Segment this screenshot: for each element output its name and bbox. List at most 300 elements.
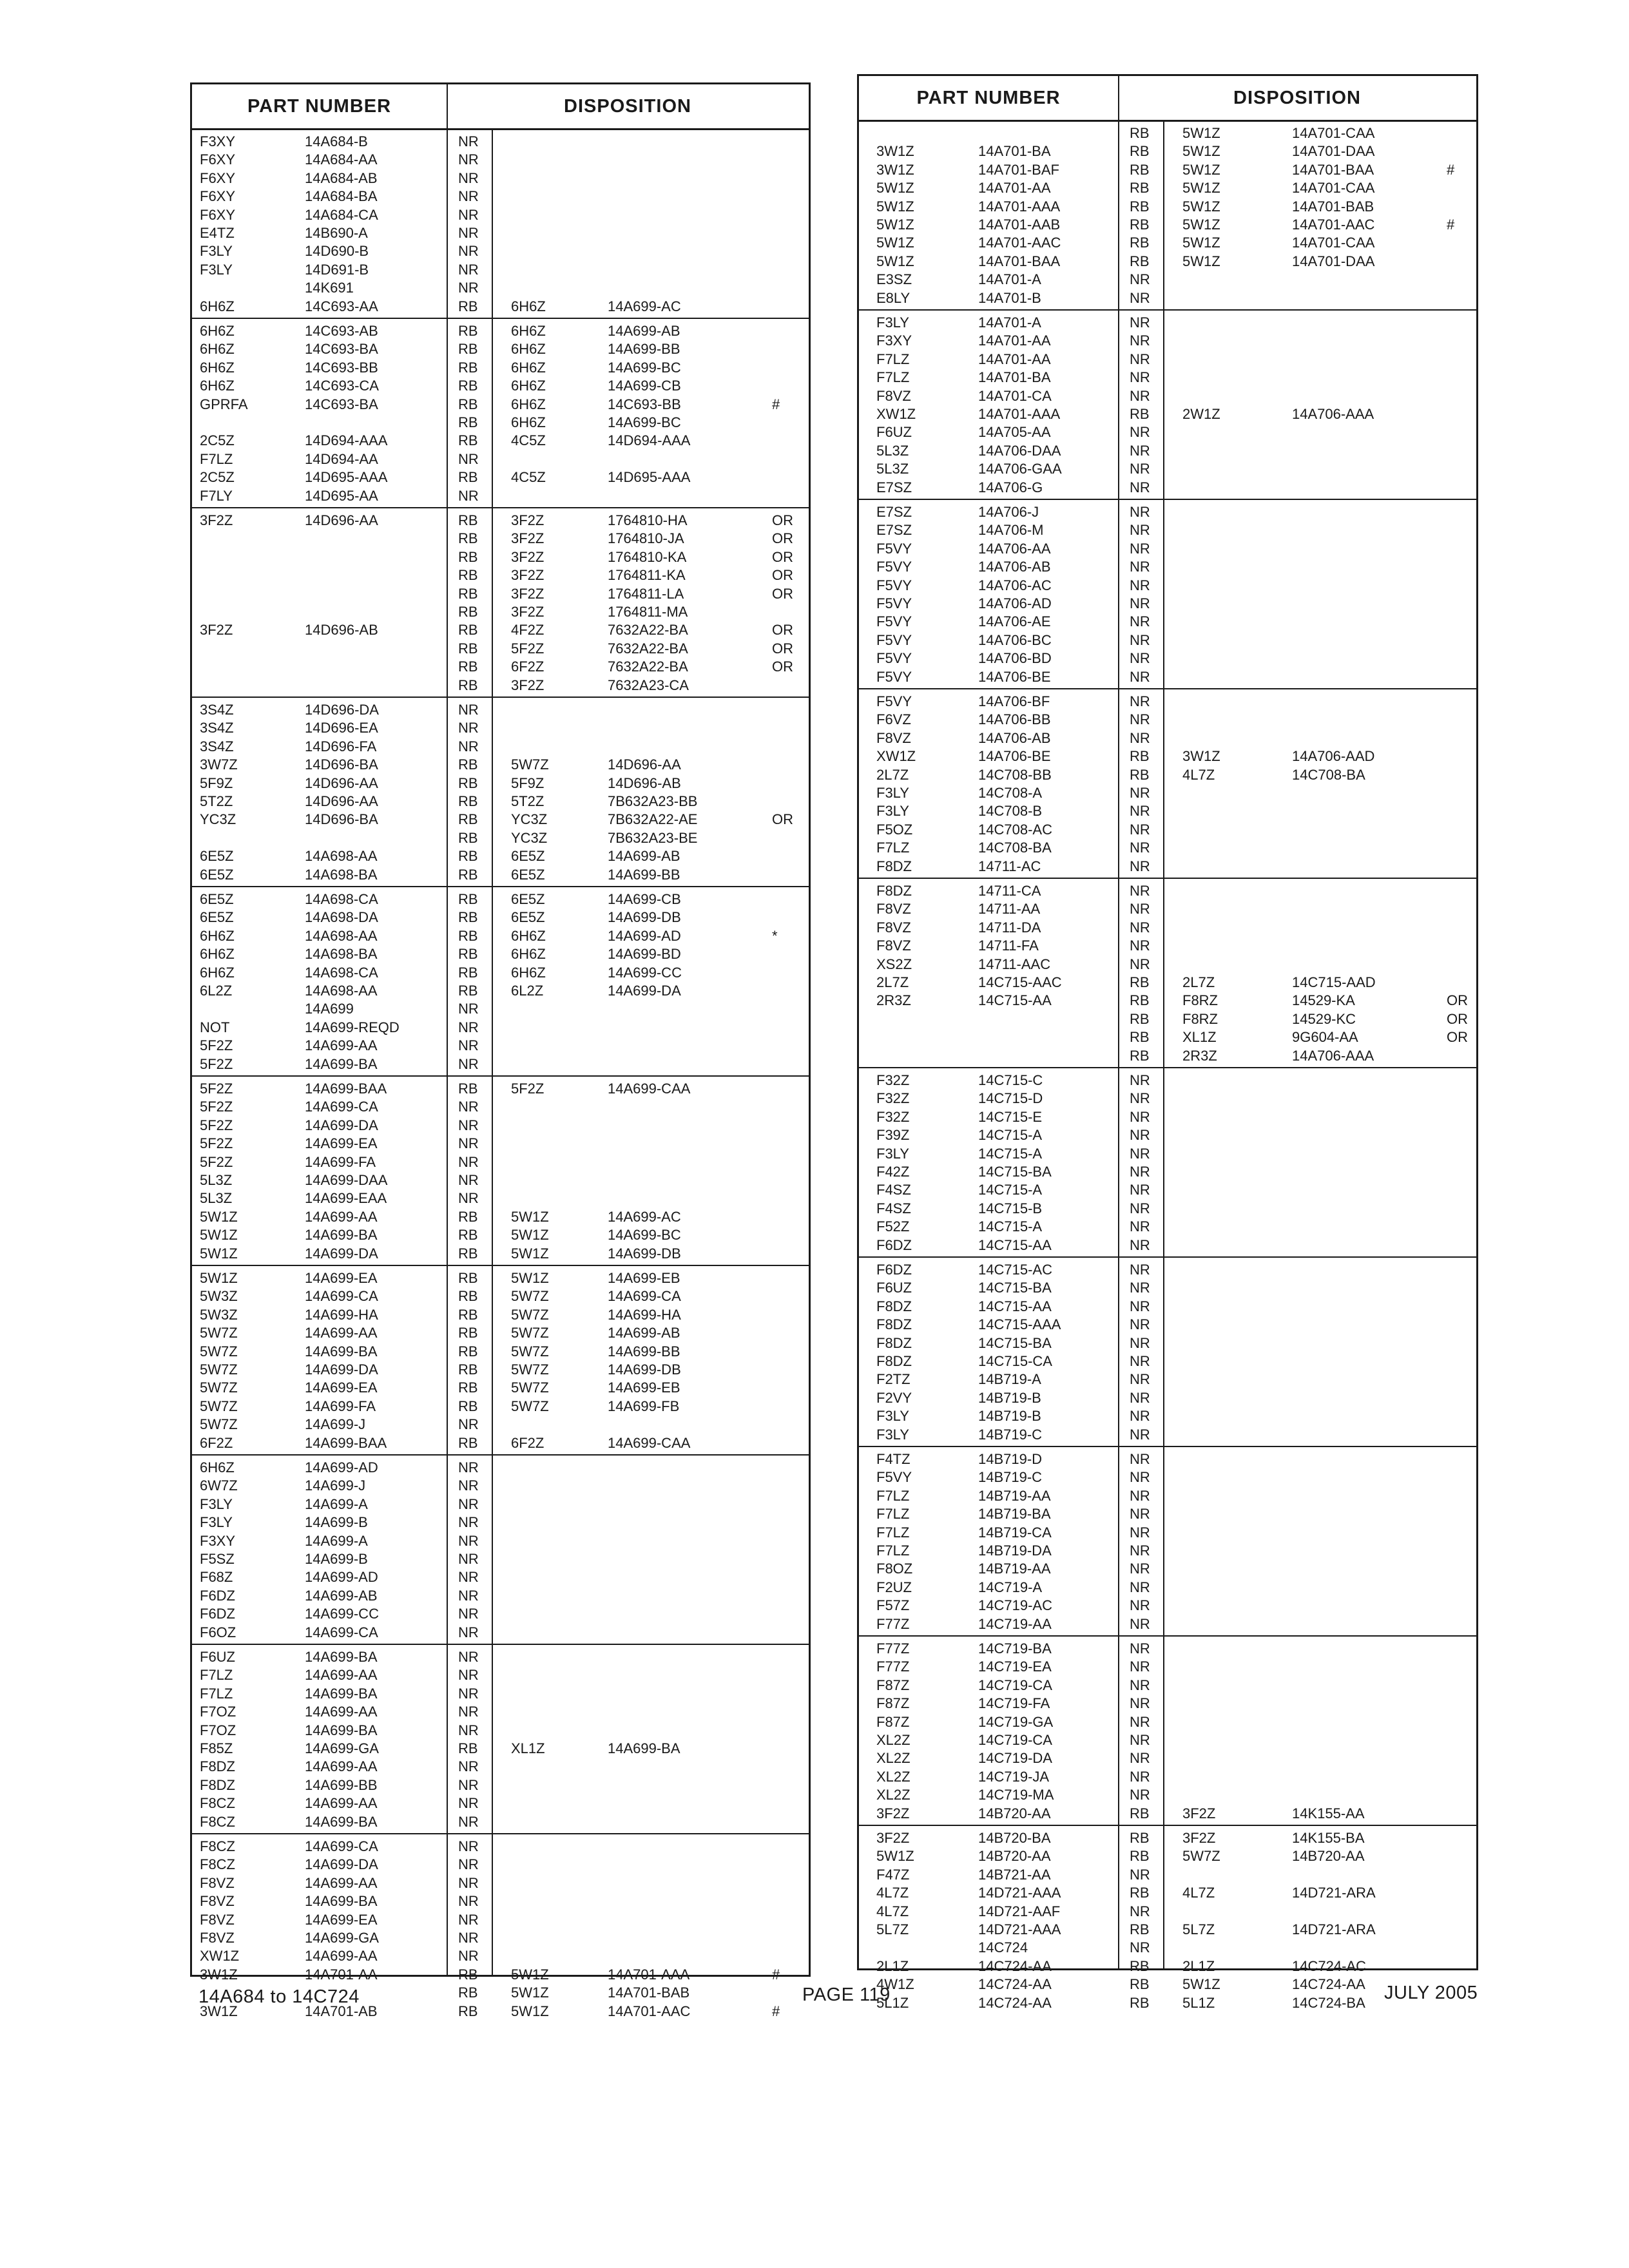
replacement-prefix: 6E5Z — [511, 891, 545, 907]
disposition-code: NR — [458, 243, 479, 260]
disposition-code: RB — [1130, 1010, 1150, 1027]
part-prefix: 5W7Z — [200, 1379, 238, 1396]
table-row — [192, 1912, 809, 1928]
part-prefix: F8DZ — [876, 1334, 912, 1351]
disposition-code: RB — [1130, 143, 1150, 160]
table-row — [859, 1298, 1476, 1314]
disposition-code: NR — [1130, 1542, 1150, 1559]
table-row — [859, 1885, 1476, 1901]
part-number: 14C715-CA — [978, 1353, 1052, 1369]
part-prefix: 6L2Z — [200, 983, 233, 999]
table-row — [192, 1117, 809, 1133]
part-number: 14C719-BA — [978, 1640, 1052, 1657]
part-number: 14D694-AA — [305, 450, 378, 467]
disposition-code: NR — [1130, 1316, 1150, 1333]
part-prefix: F7OZ — [200, 1722, 236, 1738]
disposition-code: RB — [458, 567, 478, 584]
replacement-prefix: 6H6Z — [511, 323, 546, 339]
table-row — [859, 919, 1476, 936]
disposition-code: NR — [458, 1135, 479, 1152]
part-number: 14C719-A — [978, 1579, 1043, 1595]
table-row — [192, 946, 809, 962]
note-mark: OR — [1447, 1010, 1468, 1027]
table-row — [859, 730, 1476, 746]
part-number: 14A699-DA — [305, 1117, 378, 1133]
part-prefix: F3LY — [876, 785, 909, 801]
table-row — [192, 1948, 809, 1964]
part-number: 14C693-CA — [305, 378, 379, 394]
table-row — [859, 1677, 1476, 1693]
disposition-code: RB — [458, 1966, 478, 1983]
part-prefix: F7LZ — [876, 840, 910, 856]
part-prefix: F87Z — [876, 1713, 910, 1730]
table-row — [192, 1154, 809, 1170]
part-prefix: F47Z — [876, 1866, 910, 1883]
table-row — [192, 262, 809, 278]
part-number: 14A701-AA — [978, 332, 1051, 349]
replacement-prefix: 5W7Z — [511, 1325, 549, 1341]
part-prefix: F6UZ — [200, 1649, 235, 1665]
part-number: 14D691-B — [305, 261, 369, 278]
part-prefix: F77Z — [876, 1615, 910, 1632]
disposition-code: NR — [1130, 1561, 1150, 1577]
disposition-code: NR — [1130, 785, 1150, 801]
part-prefix: F7LZ — [876, 369, 910, 386]
table-row — [192, 909, 809, 925]
part-number: 14A701-CA — [978, 387, 1052, 404]
disposition-code: NR — [1130, 1072, 1150, 1088]
part-number: 14A699-DA — [305, 1361, 378, 1378]
replacement-number: 14A699-AB — [608, 848, 680, 865]
replacement-number: 1764810-JA — [608, 530, 684, 547]
disposition-code: RB — [1130, 1921, 1150, 1937]
disposition-code: RB — [458, 359, 478, 376]
disposition-code: RB — [458, 677, 478, 693]
part-prefix: 4L7Z — [876, 1885, 909, 1901]
table-row — [859, 290, 1476, 306]
table-row — [859, 613, 1476, 629]
table-row — [192, 1056, 809, 1072]
replacement-number: 14A706-AAA — [1292, 1047, 1374, 1064]
table-row — [192, 1667, 809, 1683]
part-prefix: F6UZ — [876, 424, 912, 441]
replacement-number: 14A701-BAB — [1292, 198, 1374, 215]
replacement-number: 14A706-AAD — [1292, 748, 1375, 765]
replacement-prefix: 5W1Z — [511, 1245, 549, 1262]
table-row — [859, 1127, 1476, 1143]
part-number: 14A699-AD — [305, 1569, 378, 1586]
table-row — [859, 1750, 1476, 1766]
part-number: 14A699-BA — [305, 1893, 378, 1910]
part-number: 14A706-AC — [978, 577, 1052, 593]
note-mark: OR — [772, 530, 793, 547]
part-number: 14A698-BA — [305, 946, 378, 963]
part-prefix: YC3Z — [200, 811, 236, 828]
replacement-prefix: 5W1Z — [511, 1966, 549, 1983]
table-row — [859, 424, 1476, 440]
replacement-number: 14A699-CA — [608, 1288, 681, 1305]
part-prefix: 6E5Z — [200, 909, 234, 926]
part-number: 14A699 — [305, 1001, 354, 1017]
disposition-code: RB — [458, 378, 478, 394]
disposition-code: RB — [1130, 253, 1150, 269]
part-number-header: PART NUMBER — [859, 76, 1118, 122]
disposition-code: NR — [458, 1667, 479, 1684]
part-prefix: 6E5Z — [200, 848, 234, 865]
table-row — [859, 143, 1476, 159]
part-prefix: 5T2Z — [200, 793, 233, 809]
replacement-prefix: YC3Z — [511, 811, 548, 828]
table-row — [859, 1848, 1476, 1864]
table-row — [859, 351, 1476, 367]
replacement-prefix: 5L7Z — [1182, 1921, 1215, 1937]
replacement-prefix: 4L7Z — [1182, 766, 1215, 783]
disposition-code: NR — [458, 188, 479, 205]
disposition-code: RB — [1130, 1848, 1150, 1865]
part-prefix: 5W3Z — [200, 1288, 238, 1305]
table-row — [192, 848, 809, 864]
table-row — [192, 298, 809, 314]
part-number: 14711-CA — [978, 883, 1041, 899]
part-prefix: F4SZ — [876, 1200, 911, 1216]
disposition-code: RB — [458, 658, 478, 675]
part-number: 14A699-AA — [305, 1874, 378, 1891]
note-mark: OR — [772, 622, 793, 639]
part-number-header: PART NUMBER — [192, 84, 447, 130]
part-prefix: 6H6Z — [200, 964, 235, 981]
disposition-code: NR — [458, 1569, 479, 1586]
part-prefix: 5L1Z — [876, 1994, 909, 2011]
part-prefix: 4L7Z — [876, 1903, 909, 1919]
replacement-number: 14A699-AB — [608, 1325, 680, 1341]
table-row — [192, 1569, 809, 1585]
part-number: 14C693-AB — [305, 323, 378, 339]
table-row — [192, 604, 809, 620]
part-number: 14A699-J — [305, 1416, 366, 1433]
part-prefix: F57Z — [876, 1597, 910, 1614]
part-number: 14711-DA — [978, 919, 1041, 936]
part-prefix: F7LZ — [200, 450, 233, 467]
part-prefix: F42Z — [876, 1164, 910, 1180]
table-row — [859, 992, 1476, 1008]
part-prefix: 5W7Z — [200, 1343, 238, 1360]
part-number: 14C708-A — [978, 785, 1043, 801]
disposition-code: RB — [458, 512, 478, 528]
part-prefix: 3W1Z — [200, 2003, 238, 2019]
part-prefix: 5F2Z — [200, 1055, 233, 1072]
disposition-code: NR — [458, 487, 479, 504]
disposition-code: NR — [1130, 613, 1150, 630]
table-row — [859, 1072, 1476, 1088]
part-number: 14C715-A — [978, 1182, 1043, 1198]
table-row — [859, 314, 1476, 331]
part-prefix: F2VY — [876, 1389, 912, 1406]
table-row — [192, 1209, 809, 1225]
part-prefix: 5W7Z — [200, 1325, 238, 1341]
part-number: 14A699-A — [305, 1532, 368, 1549]
table-row — [192, 1856, 809, 1872]
part-prefix: F3LY — [876, 1408, 909, 1425]
note-mark: OR — [1447, 992, 1468, 1009]
part-number: 14A701-AAB — [978, 216, 1061, 233]
disposition-code: RB — [458, 298, 478, 314]
part-prefix: F4SZ — [876, 1182, 911, 1198]
replacement-prefix: 3W1Z — [1182, 748, 1220, 765]
table-row — [192, 1288, 809, 1304]
replacement-number: 14A699-AC — [608, 298, 681, 314]
table-row — [192, 341, 809, 357]
replacement-number: 14A699-BB — [608, 341, 680, 358]
disposition-code: RB — [458, 469, 478, 486]
disposition-code: RB — [1130, 1885, 1150, 1901]
disposition-code: RB — [458, 811, 478, 828]
table-row — [192, 1795, 809, 1811]
table-row — [192, 867, 809, 883]
disposition-code: NR — [1130, 1750, 1150, 1767]
part-prefix: F3LY — [200, 243, 233, 260]
replacement-number: 7632A23-CA — [608, 677, 689, 693]
disposition-code: NR — [1130, 1524, 1150, 1541]
part-prefix: F3LY — [876, 803, 909, 820]
table-row — [859, 1280, 1476, 1296]
table-row — [859, 711, 1476, 727]
part-number: 14C715-BA — [978, 1334, 1052, 1351]
part-prefix: F5OZ — [876, 821, 913, 838]
part-prefix: 5W1Z — [876, 180, 914, 197]
table-row — [859, 937, 1476, 954]
disposition-code: NR — [458, 1416, 479, 1433]
part-prefix: 5W1Z — [876, 235, 914, 251]
part-number: 14A706-BE — [978, 748, 1051, 765]
disposition-code: NR — [1130, 901, 1150, 918]
disposition-code: NR — [458, 1019, 479, 1035]
table-row — [192, 702, 809, 718]
replacement-prefix: 5W7Z — [511, 1361, 549, 1378]
disposition-code: RB — [1130, 974, 1150, 990]
note-mark: OR — [1447, 1029, 1468, 1046]
part-prefix: F3LY — [876, 1145, 909, 1162]
disposition-code: RB — [1130, 992, 1150, 1009]
part-prefix: 6H6Z — [200, 341, 235, 358]
part-number: 14D721-AAF — [978, 1903, 1061, 1919]
part-number: 14C693-BA — [305, 341, 378, 358]
part-number: 14B720-BA — [978, 1830, 1051, 1846]
replacement-prefix: 6L2Z — [511, 983, 544, 999]
replacement-number: 14D694-AAA — [608, 432, 691, 449]
part-prefix: F3XY — [876, 332, 912, 349]
replacement-number: 14A699-BB — [608, 1343, 680, 1360]
replacement-prefix: 5W1Z — [1182, 143, 1220, 160]
part-prefix: XW1Z — [876, 748, 916, 765]
disposition-code: NR — [1130, 1903, 1150, 1919]
part-prefix: 3F2Z — [200, 622, 233, 639]
replacement-number: 14A701-CAA — [1292, 180, 1375, 197]
disposition-code: NR — [1130, 1262, 1150, 1278]
table-row — [859, 1182, 1476, 1198]
disposition-code: NR — [458, 1649, 479, 1665]
part-prefix: 5W1Z — [200, 1227, 238, 1244]
replacement-number: 14B720-AA — [1292, 1848, 1365, 1865]
disposition-code: NR — [458, 1813, 479, 1830]
disposition-code: NR — [458, 206, 479, 223]
table-row — [859, 522, 1476, 538]
replacement-number: 14A706-AAA — [1292, 406, 1374, 422]
replacement-prefix: 4C5Z — [511, 469, 546, 486]
replacement-number: 14A701-AAC — [608, 2003, 691, 2019]
table-row — [859, 541, 1476, 557]
part-number: 14711-FA — [978, 937, 1039, 954]
part-prefix: E3SZ — [876, 271, 912, 288]
part-number: 14A699-AA — [305, 1758, 378, 1775]
replacement-prefix: 6H6Z — [511, 927, 546, 944]
disposition-code: NR — [1130, 919, 1150, 936]
replacement-number: 14A701-DAA — [1292, 143, 1375, 160]
table-row — [859, 1011, 1476, 1027]
part-number: 14C719-AC — [978, 1597, 1052, 1614]
part-number: 14A699-B — [305, 1514, 368, 1531]
part-prefix: F8VZ — [876, 901, 911, 918]
part-number: 14D690-B — [305, 243, 369, 260]
table-row — [859, 1903, 1476, 1919]
part-number: 14A706-J — [978, 504, 1039, 520]
part-prefix: F2TZ — [876, 1371, 911, 1388]
part-prefix: F39Z — [876, 1127, 910, 1144]
replacement-number: 14A701-AAC — [1292, 216, 1375, 233]
part-prefix: F3XY — [200, 1532, 236, 1549]
part-number: 14A701-AAA — [978, 406, 1061, 422]
replacement-prefix: 5W1Z — [511, 1270, 549, 1286]
part-number: 14D696-DA — [305, 702, 379, 718]
part-number: 14A698-BA — [305, 866, 378, 883]
part-prefix: F8DZ — [876, 883, 912, 899]
disposition-code: RB — [458, 1325, 478, 1341]
part-number: 14A684-BA — [305, 188, 378, 205]
part-number: 14A701-AA — [305, 1966, 378, 1983]
disposition-code: RB — [458, 1270, 478, 1286]
part-number: 14D696-AB — [305, 622, 378, 639]
part-number: 14A701-AAA — [978, 198, 1061, 215]
part-prefix: 5W1Z — [876, 1848, 914, 1865]
disposition-code: NR — [458, 1722, 479, 1738]
disposition-code: RB — [458, 1398, 478, 1414]
table-row — [859, 595, 1476, 611]
replacement-prefix: 6H6Z — [511, 964, 546, 981]
replacement-number: 14A699-CAA — [608, 1434, 691, 1451]
replacement-number: 14A701-BAA — [1292, 161, 1374, 178]
part-number: 14A699-AA — [305, 1325, 378, 1341]
replacement-prefix: 6H6Z — [511, 341, 546, 358]
part-number: 14C708-B — [978, 803, 1043, 820]
part-prefix: XL2Z — [876, 1768, 911, 1785]
table-row — [859, 1146, 1476, 1162]
part-prefix: F6VZ — [876, 711, 911, 728]
part-number: 14A699-A — [305, 1495, 368, 1512]
part-number: 14A701-BA — [978, 369, 1051, 386]
part-prefix: F7LZ — [876, 1487, 910, 1504]
part-number: 14A699-GA — [305, 1740, 379, 1756]
replacement-number: 14D721-ARA — [1292, 1885, 1376, 1901]
disposition-header: DISPOSITION — [1118, 76, 1476, 122]
part-number: 14C715-B — [978, 1200, 1043, 1216]
disposition-code: RB — [458, 1306, 478, 1323]
part-number: 14A698-AA — [305, 983, 378, 999]
table-row — [192, 549, 809, 565]
note-mark: OR — [772, 640, 793, 657]
disposition-code: NR — [1130, 1371, 1150, 1388]
part-prefix: F5VY — [876, 668, 912, 685]
part-number: 14A699-HA — [305, 1306, 378, 1323]
table-row — [192, 530, 809, 546]
disposition-code: NR — [458, 1477, 479, 1494]
table-row — [859, 271, 1476, 287]
table-row — [859, 1029, 1476, 1045]
replacement-number: 14A699-DB — [608, 1245, 681, 1262]
part-number: 14C719-FA — [978, 1695, 1050, 1712]
table-row — [192, 1416, 809, 1432]
replacement-number: 14A701-DAA — [1292, 253, 1375, 269]
disposition-code: NR — [1130, 729, 1150, 746]
part-prefix: F87Z — [876, 1677, 910, 1693]
disposition-code: NR — [1130, 289, 1150, 306]
replacement-prefix: 5W1Z — [1182, 180, 1220, 197]
replacement-number: 14A699-EB — [608, 1270, 680, 1286]
disposition-code: RB — [458, 1434, 478, 1451]
table-row — [192, 983, 809, 999]
disposition-code: NR — [1130, 1389, 1150, 1406]
part-prefix: F3LY — [200, 1514, 233, 1531]
table-row — [859, 901, 1476, 917]
disposition-code: NR — [1130, 883, 1150, 899]
disposition-code: RB — [458, 774, 478, 791]
replacement-number: 14A699-HA — [608, 1306, 681, 1323]
replacement-number: 14A699-BC — [608, 414, 681, 430]
table-row — [192, 207, 809, 223]
part-prefix: 5F2Z — [200, 1037, 233, 1054]
disposition-code: NR — [458, 1758, 479, 1775]
part-prefix: F4TZ — [876, 1451, 911, 1467]
note-mark: # — [1447, 161, 1455, 178]
note-mark: * — [772, 927, 778, 944]
disposition-code: NR — [458, 450, 479, 467]
disposition-code: NR — [458, 1117, 479, 1133]
table-row — [859, 125, 1476, 141]
table-row — [859, 785, 1476, 801]
table-row — [859, 1048, 1476, 1064]
part-number: 14A699-BAA — [305, 1081, 387, 1097]
part-prefix: 2C5Z — [200, 432, 235, 449]
part-prefix: 6H6Z — [200, 298, 235, 314]
part-number: 14B719-D — [978, 1451, 1043, 1467]
part-number: 14A684-CA — [305, 206, 378, 223]
disposition-code: RB — [458, 585, 478, 602]
table-row — [192, 1398, 809, 1414]
table-row — [192, 1551, 809, 1567]
disposition-code: NR — [1130, 1677, 1150, 1693]
part-prefix: F8VZ — [200, 1930, 235, 1946]
part-prefix: XW1Z — [876, 406, 916, 422]
part-number: 14C715-A — [978, 1145, 1043, 1162]
disposition-code: NR — [1130, 956, 1150, 972]
part-prefix: 3S4Z — [200, 720, 234, 736]
table-row — [192, 188, 809, 204]
disposition-code: RB — [458, 2003, 478, 2019]
disposition-code: NR — [1130, 840, 1150, 856]
replacement-prefix: 2R3Z — [1182, 1047, 1217, 1064]
part-number: 14C719-GA — [978, 1713, 1054, 1730]
disposition-code: RB — [458, 323, 478, 339]
disposition-code: NR — [458, 1856, 479, 1873]
part-number: 14A699-AA — [305, 1948, 378, 1965]
